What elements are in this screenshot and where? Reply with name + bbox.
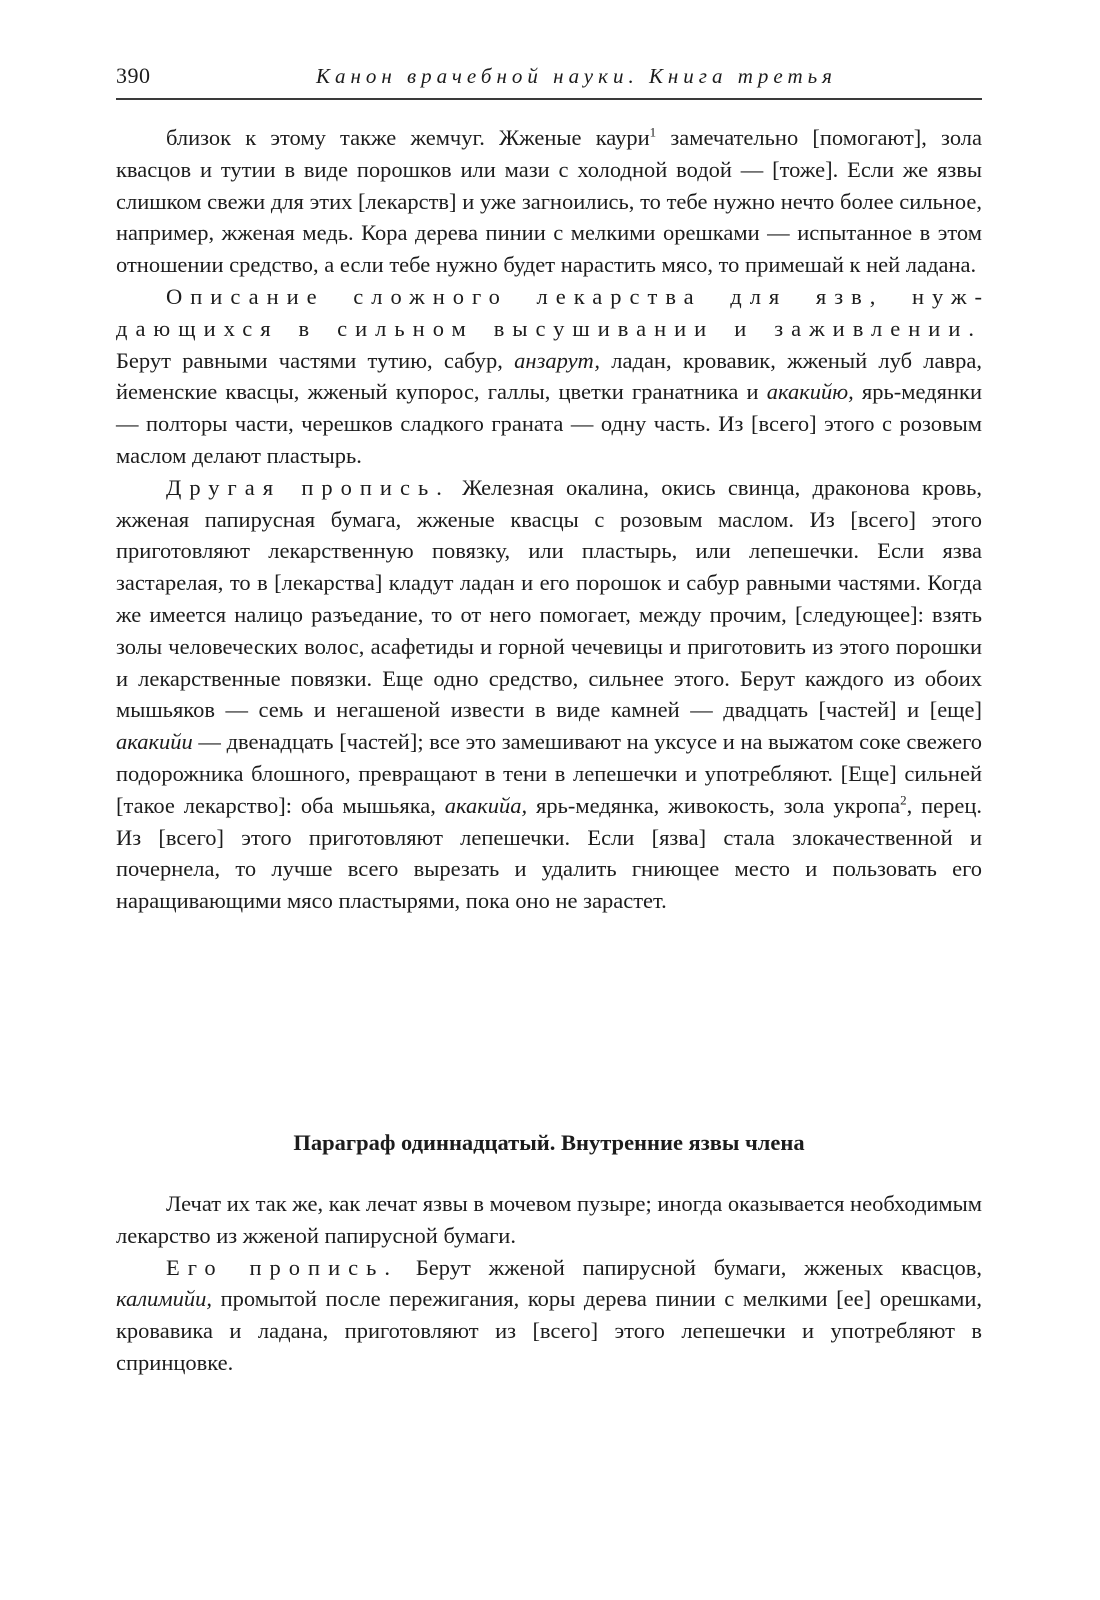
paragraph-internal-ulcers: Лечат их так же, как лечат язвы в мочевом пузыре; иногда оказывается необходимым лекарство из жженой папирусной бумаги. <box>116 1191 982 1248</box>
footnote-marker-2: 2 <box>900 792 907 808</box>
italic-term: калимийи, <box>116 1286 213 1312</box>
page-header <box>116 60 982 100</box>
text-run: Берут равными частями тутию, сабур, <box>116 347 515 373</box>
italic-term: анзарут, <box>514 347 600 373</box>
footnote-marker-1: 1 <box>649 124 657 140</box>
spaced-heading-its-recipe: Его пропись. <box>166 1254 399 1280</box>
paragraph-pearl-cowries <box>116 122 982 281</box>
paragraph-other-recipe <box>116 472 982 917</box>
section-text <box>116 1188 982 1379</box>
text-run: Железная окалина, окись свинца, драконова кровь, жженая папирусная бумага, жженые квасцы с розовым маслом. Из [всего] этого приготовляют лекарственную повязку, или пластырь, или лепешечки. Если язва застарелая, то в [лекарства] кладут ладан и его порошок и сабур равными частями. Когда же имеется налицо разъедание, то от него помогает, между прочим, [следующее]: взять золы человеческих волос, асафетиды и горной чечевицы и приготовить из этого порошки и лекарственные повязки. Еще одно средство, сильнее этого. Берут каждого из обоих мышьяков — семь и негашеной извести в виде камней — двадцать [частей] и [еще] <box>116 474 982 723</box>
section-heading: Параграф одиннадцатый. Внутренние язвы члена <box>293 1130 805 1155</box>
text-run: замечательно [помогают], зола квасцов и тутии в виде порошков или мази с холодной водой — [тоже]. Если же язвы слишком свежи для этих [лекарств] и уже загноились, то тебе нужно нечто более сильное, например, жженая медь. Кора дерева пинии с мелкими орешками — испытанное в этом отношении средство, а если тебе нужно будет нарастить мясо, то примешай к ней ладана. <box>116 125 982 278</box>
text-run: ярь-медянка, живокость, зола укропа <box>527 792 901 818</box>
text-run: , перец. Из [всего] этого приготовляют лепешечки. Если [язва] стала злокачественной и почернела, то лучше всего вырезать и удалить гниющее место и пользовать его наращивающими мясо пластырями, пока оно не зарастет. <box>116 792 982 914</box>
paragraph-its-recipe <box>116 1252 982 1379</box>
paragraph-compound-remedy <box>116 281 982 472</box>
italic-term: акакийи <box>116 729 193 755</box>
text-run: ярь-медянки — полторы части, черешков сладкого граната — одну часть. Из [всего] этого с розовым маслом делают пластырь. <box>116 379 982 468</box>
spaced-heading-compound-remedy: Описание сложного лекарства для язв, нуждающихся в сильном высушивании и заживлении. <box>116 283 982 341</box>
spaced-heading-other-recipe: Другая пропись. <box>166 474 450 500</box>
text-run: близок к этому также жемчуг. Жженые каури <box>166 125 650 150</box>
text-run: ладан, кровавик, жженый луб лавра, йеменские квасцы, жженый купорос, галлы, цветки гранатника и <box>116 347 982 405</box>
italic-term: акакийю, <box>766 379 854 405</box>
page-number: 390 <box>116 63 151 88</box>
text-run: — двенадцать [частей]; все это замешивают на уксусе и на выжатом соке свежего подорожника блошного, превращают в тени в лепешечки и употребляют. [Еще] сильней [такое лекарство]: оба мышьяка, <box>116 729 982 818</box>
italic-term: акакийа, <box>444 792 528 818</box>
text-run: Берут жженой папирусной бумаги, жженых квасцов, <box>398 1254 982 1280</box>
running-title: Канон врачебной науки. Книга третья <box>316 64 837 88</box>
text-run: промытой после пережигания, коры дерева пинии с мелкими [ее] орешками, кровавика и ладана, приготовляют из [всего] этого лепешечки и употребляют в спринцовке. <box>116 1286 982 1375</box>
main-text <box>116 122 982 917</box>
